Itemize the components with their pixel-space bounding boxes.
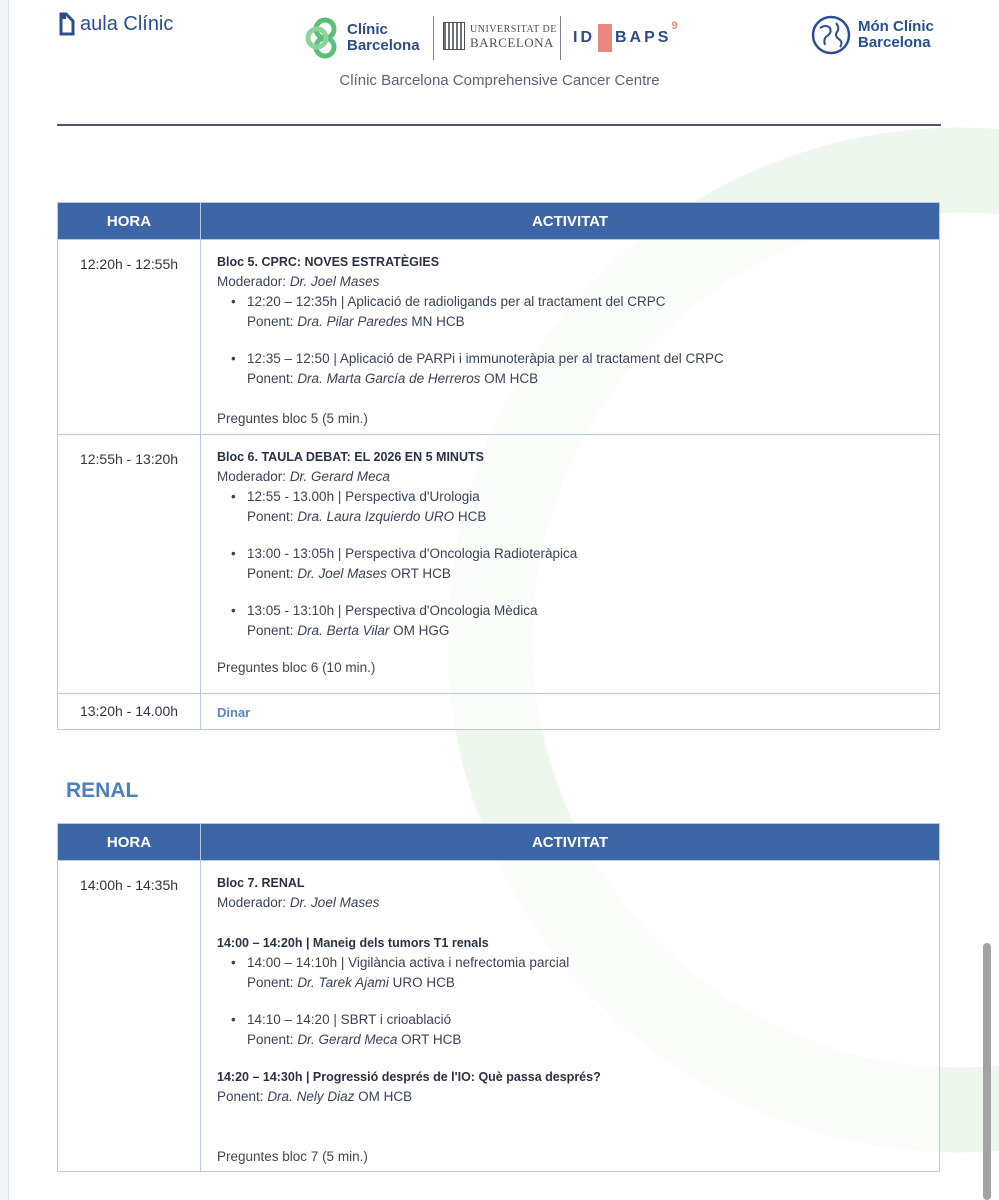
bullet-icon: • — [231, 489, 236, 504]
block-title: Bloc 7. RENAL — [217, 876, 305, 890]
speaker-affiliation: ORT HCB — [401, 1032, 462, 1047]
aula-logo-icon — [58, 12, 76, 36]
questions-line: Preguntes bloc 7 (5 min.) — [217, 1149, 368, 1164]
lunch-label: Dinar — [217, 705, 251, 720]
speaker-name: Dr. Gerard Meca — [297, 1032, 398, 1047]
list-item — [217, 953, 923, 993]
table-header-row — [58, 203, 940, 240]
row-activity — [201, 240, 940, 435]
moderator-line — [217, 272, 923, 292]
idibaps-sup: 9 — [671, 20, 678, 32]
speaker-line — [247, 507, 923, 527]
speaker-line — [247, 973, 923, 993]
subsection-title: 14:20 – 14:30h | Progressió després de l'IO: Què passa després? — [217, 1070, 601, 1084]
universitat-barcelona-logo — [443, 22, 557, 50]
speaker-line — [247, 564, 923, 584]
speaker-affiliation: MN HCB — [411, 314, 465, 329]
moderator-line — [217, 893, 923, 913]
talk-title: 14:00 – 14:10h | Vigilància activa i nefrectomia parcial — [247, 955, 570, 970]
bullet-icon: • — [231, 546, 236, 561]
speaker-label: Ponent: — [247, 975, 294, 990]
speaker-name: Dra. Marta García de Herreros — [297, 371, 481, 386]
idibaps-block-icon — [598, 24, 612, 52]
moderator-name: Dr. Joel Mases — [289, 895, 380, 910]
list-item — [217, 544, 923, 584]
row-time: 12:55h - 13:20h — [58, 435, 201, 694]
speaker-line — [247, 312, 923, 332]
speaker-label: Ponent: — [217, 1089, 264, 1104]
list-item — [217, 349, 923, 389]
speaker-name: Dra. Laura Izquierdo URO — [297, 509, 455, 524]
list-item — [217, 487, 923, 527]
questions-line: Preguntes bloc 6 (10 min.) — [217, 660, 376, 675]
list-item — [217, 601, 923, 641]
table-row — [58, 694, 940, 730]
schedule-table-2 — [57, 823, 940, 1172]
speaker-label: Ponent: — [247, 566, 294, 581]
column-header-hora: HORA — [58, 824, 201, 861]
clinic-barcelona-logo — [305, 16, 420, 60]
scrollbar[interactable] — [983, 943, 991, 1200]
speaker-affiliation: OM HCB — [358, 1089, 413, 1104]
talk-title: 14:10 – 14:20 | SBRT i crioablació — [247, 1012, 452, 1027]
ub-shield-icon — [443, 22, 465, 50]
speaker-name: Dra. Pilar Paredes — [297, 314, 408, 329]
speaker-name: Dra. Berta Vilar — [297, 623, 390, 638]
table-row — [58, 861, 940, 1172]
row-time: 13:20h - 14.00h — [58, 694, 201, 730]
list-item — [217, 292, 923, 332]
moderator-label: Moderador: — [217, 895, 287, 910]
row-time: 12:20h - 12:55h — [58, 240, 201, 435]
questions-line: Preguntes bloc 5 (5 min.) — [217, 411, 368, 426]
list-item — [217, 1010, 923, 1050]
speaker-name: Dra. Nely Diaz — [267, 1089, 355, 1104]
clinic-logo-line2: Barcelona — [347, 37, 420, 54]
mon-clinic-logo — [810, 14, 934, 56]
section-title-renal: RENAL — [66, 779, 139, 802]
speaker-line — [247, 1030, 923, 1050]
logo-divider — [433, 16, 434, 60]
table-row — [58, 435, 940, 694]
bullet-icon: • — [231, 1012, 236, 1027]
moderator-name: Dr. Gerard Meca — [289, 469, 390, 484]
idibaps-part2: BAPS — [615, 29, 672, 46]
ub-logo-line1: UNIVERSITAT DE — [470, 24, 557, 35]
globe-icon — [810, 14, 852, 56]
row-activity — [201, 861, 940, 1172]
mon-logo-line2: Barcelona — [858, 34, 931, 51]
table-header-row — [58, 824, 940, 861]
block-title: Bloc 6. TAULA DEBAT: EL 2026 EN 5 MINUTS — [217, 450, 484, 464]
idibaps-part1: ID — [573, 29, 595, 46]
block-title: Bloc 5. CPRC: NOVES ESTRATÈGIES — [217, 255, 440, 269]
row-activity — [201, 694, 940, 730]
speaker-affiliation: OM HCB — [484, 371, 539, 386]
speaker-line — [247, 369, 923, 389]
header-divider — [57, 124, 941, 126]
speaker-label: Ponent: — [247, 314, 294, 329]
speaker-label: Ponent: — [247, 623, 294, 638]
speaker-affiliation: HCB — [457, 509, 487, 524]
moderator-name: Dr. Joel Mases — [289, 274, 380, 289]
talk-title: 13:05 - 13:10h | Perspectiva d'Oncologia Mèdica — [247, 603, 538, 618]
speaker-label: Ponent: — [247, 509, 294, 524]
talk-title: 12:20 – 12:35h | Aplicació de radioligands per al tractament del CRPC — [247, 294, 666, 309]
speaker-affiliation: URO HCB — [392, 975, 455, 990]
bullet-icon: • — [231, 603, 236, 618]
logo-divider — [560, 16, 561, 60]
aula-clinic-logo — [58, 12, 173, 36]
talk-title: 12:55 - 13.00h | Perspectiva d'Urologia — [247, 489, 480, 504]
speaker-label: Ponent: — [247, 371, 294, 386]
column-header-activitat: ACTIVITAT — [201, 203, 940, 240]
mon-logo-line1: Món Clínic — [858, 18, 934, 35]
idibaps-logo — [573, 20, 678, 52]
speaker-line — [217, 1087, 923, 1107]
row-time: 14:00h - 14:35h — [58, 861, 201, 1172]
speaker-affiliation: OM HGG — [393, 623, 450, 638]
clinic-logo-line1: Clínic — [347, 21, 388, 38]
bullet-icon: • — [231, 351, 236, 366]
column-header-activitat: ACTIVITAT — [201, 824, 940, 861]
bullet-icon: • — [231, 294, 236, 309]
bullet-icon: • — [231, 955, 236, 970]
table-row — [58, 240, 940, 435]
moderator-line — [217, 467, 923, 487]
speaker-line — [247, 621, 923, 641]
speaker-affiliation: ORT HCB — [390, 566, 451, 581]
moderator-label: Moderador: — [217, 469, 287, 484]
talk-title: 13:00 - 13:05h | Perspectiva d'Oncologia Radioteràpica — [247, 546, 578, 561]
talk-title: 12:35 – 12:50 | Aplicació de PARPi i immunoteràpia per al tractament del CRPC — [247, 351, 724, 366]
ub-logo-line2: BARCELONA — [470, 35, 554, 50]
schedule-table-1 — [57, 202, 940, 730]
aula-logo-text: aula Clínic — [80, 12, 174, 35]
clinic-logo-icon — [305, 16, 341, 60]
row-activity — [201, 435, 940, 694]
moderator-label: Moderador: — [217, 274, 287, 289]
column-header-hora: HORA — [58, 203, 201, 240]
speaker-name: Dr. Joel Mases — [297, 566, 387, 581]
speaker-name: Dr. Tarek Ajami — [297, 975, 389, 990]
speaker-label: Ponent: — [247, 1032, 294, 1047]
page-subtitle: Clínic Barcelona Comprehensive Cancer Centre — [339, 72, 660, 89]
subsection-title: 14:00 – 14:20h | Maneig dels tumors T1 renals — [217, 936, 489, 950]
